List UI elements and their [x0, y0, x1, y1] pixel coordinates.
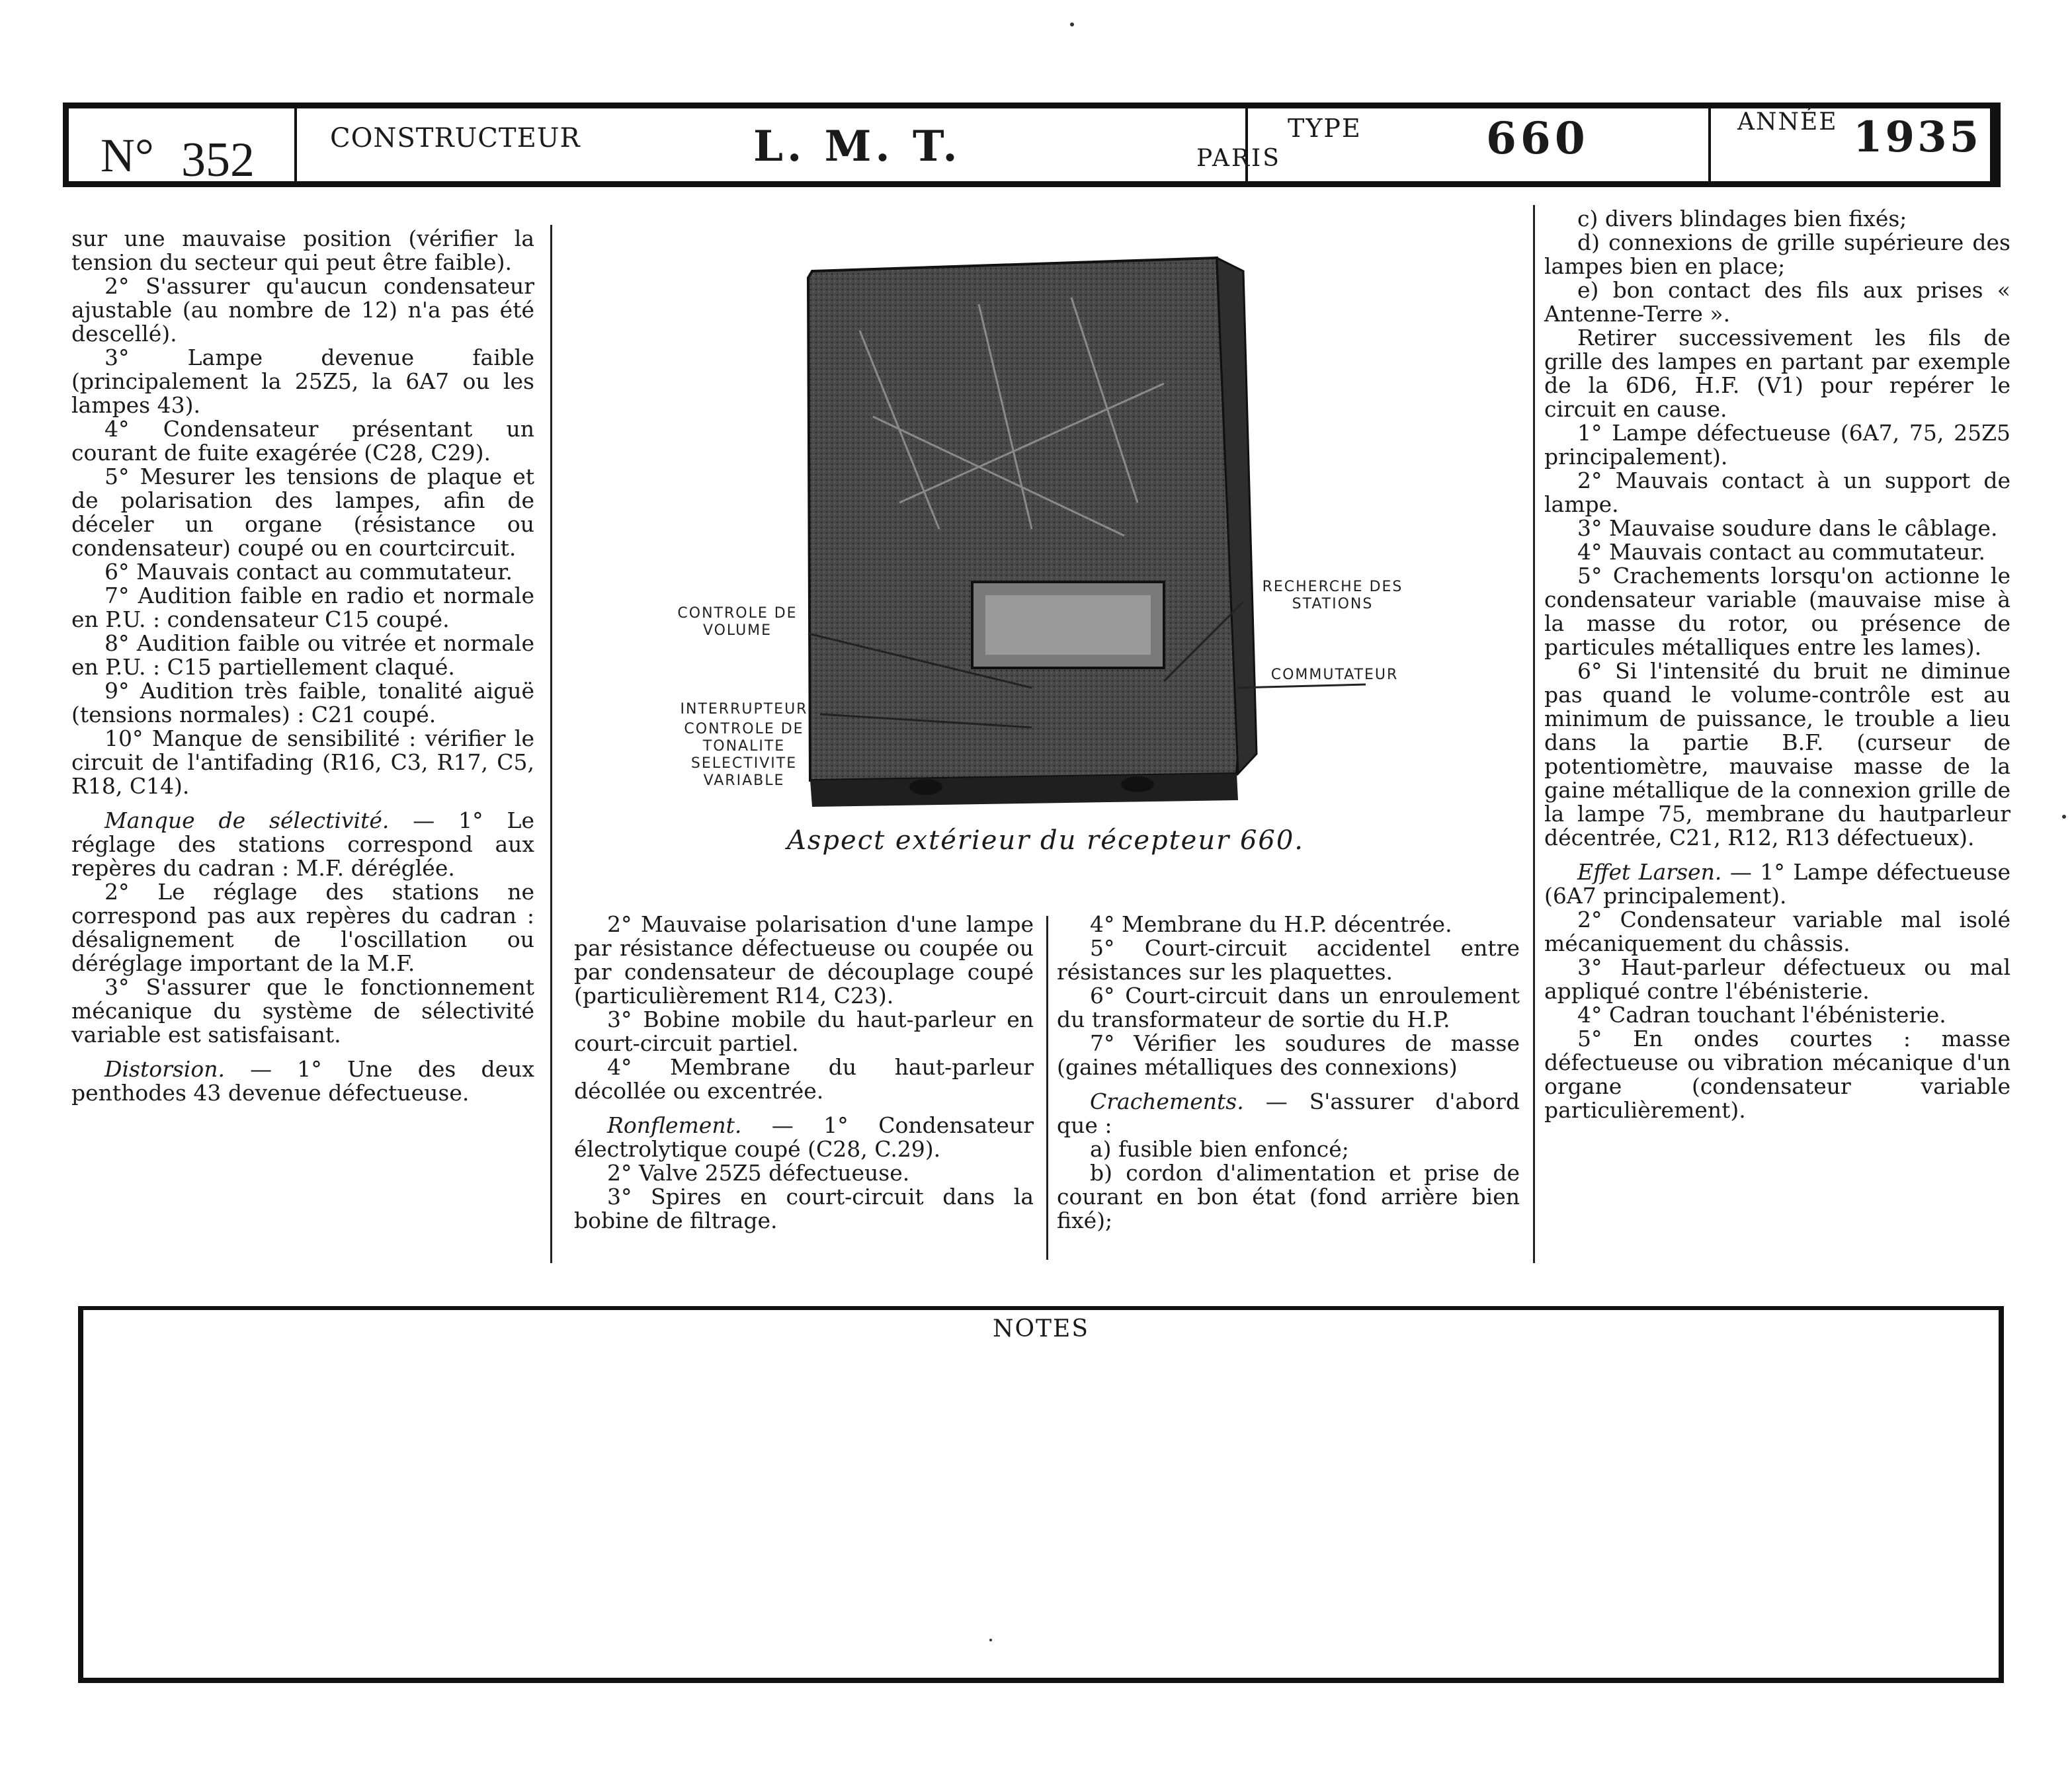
paragraph: — 1° Condensateur électrolytique coupé (C28, C.29). [574, 1112, 1034, 1162]
constructor-label: CONSTRUCTEUR [330, 123, 581, 153]
paragraph: 6° Mauvais contact au commutateur. [104, 559, 513, 585]
paragraph: b) cordon d'alimentation et prise de courant en bon état (fond arrière bien fixé); [1057, 1160, 1520, 1233]
column-divider [1533, 205, 1535, 1263]
paragraph: 2° Valve 25Z5 défectueuse. [607, 1160, 910, 1186]
paragraph: 2° Le réglage des stations ne correspond pas aux repères du cadran : désalignement de l'oscillation ou déréglage important de la M.F. [71, 879, 534, 976]
section-title: Crachements. [1090, 1089, 1244, 1114]
notes-title: NOTES [993, 1315, 1089, 1342]
paragraph: d) connexions de grille supérieure des lampes bien en place; [1544, 229, 2010, 279]
print-speck [1070, 22, 1074, 26]
section-larsen [1544, 860, 2010, 908]
paragraph: 5° Court-circuit accidentel entre résistances sur les plaquettes. [1057, 935, 1520, 985]
section-title: Ronflement. [607, 1112, 742, 1138]
paragraph: a) fusible bien enfoncé; [1090, 1136, 1349, 1162]
type-label: TYPE [1288, 114, 1362, 143]
paragraph: 4° Mauvais contact au commutateur. [1577, 539, 1985, 565]
paragraph: 6° Si l'intensité du bruit ne diminue pas quand le volume-contrôle est au minimum de puissance, le trouble a lieu dans la partie B.F. (curseur de potentiomètre, mauvaise masse de la gaine métallique de la connexion grille de la lampe 75, membrane du hautparleur décentrée, C21, R12, R13 défectueux). [1544, 658, 2010, 850]
paragraph: Retirer successivement les fils de grille des lampes en partant par exemple de la 6D6, H.F. (V1) pour repérer le circuit en cause. [1544, 325, 2010, 422]
year-cell [1711, 108, 1996, 181]
paragraph: c) divers blindages bien fixés; [1577, 206, 1907, 231]
print-speck [2062, 815, 2066, 819]
text-column-center-left [574, 913, 1034, 1233]
section-hum [574, 1114, 1034, 1161]
notes-box [78, 1306, 2004, 1683]
section-title: Effet Larsen. [1577, 859, 1722, 885]
paragraph: sur une mauvaise position (vérifier la tension du secteur qui peut être faible). [71, 226, 534, 275]
paragraph: 4° Condensateur présentant un courant de fuite exagérée (C28, C29). [71, 416, 534, 466]
paragraph: 7° Audition faible en radio et normale en P.U. : condensateur C15 coupé. [71, 583, 534, 632]
year-label: ANNÉE [1737, 108, 1838, 136]
section-distortion [71, 1057, 534, 1105]
header-strip [63, 103, 2001, 187]
paragraph: 3° Mauvaise soudure dans le câblage. [1577, 515, 1998, 541]
paragraph: 5° En ondes courtes : masse défectueuse ou vibration mécanique d'un organe (condensateur variable particulièrement). [1544, 1026, 2010, 1123]
sheet-number-cell [69, 108, 297, 187]
paragraph: — 1° Lampe défectueuse (6A7 principalement). [1544, 859, 2010, 909]
section-crackling [1057, 1090, 1520, 1137]
paragraph: 3° Haut-parleur défectueux ou mal appliqué contre l'ébénisterie. [1544, 954, 2010, 1004]
receiver-figure [661, 251, 1429, 873]
year-value: 1935 [1853, 112, 1982, 162]
callout-volume: CONTROLE DE VOLUME [677, 605, 798, 639]
paragraph: 4° Membrane du H.P. décentrée. [1090, 911, 1452, 937]
section-selectivity [71, 809, 534, 880]
paragraph: 8° Audition faible ou vitrée et normale en P.U. : C15 partiellement claqué. [71, 630, 534, 680]
paragraph: 1° Lampe défectueuse (6A7, 75, 25Z5 principalement). [1544, 420, 2010, 470]
column-divider [1046, 916, 1048, 1260]
section-title: Distorsion. [104, 1056, 225, 1082]
callout-interrupteur: INTERRUPTEUR [680, 701, 808, 718]
callout-recherche: RECHERCHE DES STATIONS [1262, 579, 1403, 612]
paragraph: 2° Mauvais contact à un support de lampe. [1544, 468, 2010, 517]
paragraph: e) bon contact des fils aux prises « Antenne-Terre ». [1544, 277, 2010, 327]
paragraph: 3° Lampe devenue faible (principalement la 25Z5, la 6A7 ou les lampes 43). [71, 345, 534, 418]
type-value: 660 [1486, 112, 1589, 164]
paragraph: 6° Court-circuit dans un enroulement du transformateur de sortie du H.P. [1057, 983, 1520, 1032]
constructor-name: L. M. T. [753, 122, 962, 171]
paragraph: 3° Spires en court-circuit dans la bobine de filtrage. [574, 1184, 1034, 1233]
callout-commutateur: COMMUTATEUR [1270, 667, 1399, 683]
paragraph: 5° Crachements lorsqu'on actionne le condensateur variable (mauvaise mise à la masse du rotor, ou présence de particules métalliques entre les lames). [1544, 563, 2010, 660]
section-title: Manque de sélectivité. [104, 807, 390, 833]
text-column-center-right [1057, 913, 1520, 1233]
paragraph: 2° S'assurer qu'aucun condensateur ajustable (au nombre de 12) n'a pas été descellé). [71, 273, 534, 347]
constructor-city: PARIS [1196, 145, 1281, 172]
paragraph: 10° Manque de sensibilité : vérifier le circuit de l'antifading (R16, C3, R17, C5, R18, C14). [71, 725, 534, 799]
paragraph: — S'assurer d'abord que : [1057, 1089, 1520, 1138]
paragraph: 3° S'assurer que le fonctionnement mécanique du système de sélectivité variable est satisfaisant. [71, 974, 534, 1048]
paragraph: 4° Cadran touchant l'ébénisterie. [1577, 1002, 1946, 1028]
paragraph: — 1° Le réglage des stations correspond aux repères du cadran : M.F. déréglée. [71, 807, 534, 881]
sheet-number: 352 [181, 133, 255, 187]
paragraph: — 1° Une des deux penthodes 43 devenue défectueuse. [71, 1056, 534, 1106]
column-divider [550, 225, 552, 1263]
paragraph: 2° Mauvaise polarisation d'une lampe par résistance défectueuse ou coupée ou par condensateur de découplage coupé (particulièrement R14, C23). [574, 911, 1034, 1008]
paragraph: 5° Mesurer les tensions de plaque et de polarisation des lampes, afin de déceler un organe (résistance ou condensateur) coupé ou en courtcircuit. [71, 464, 534, 561]
text-column-right [1544, 207, 2010, 1122]
paragraph: 3° Bobine mobile du haut-parleur en court-circuit partiel. [574, 1007, 1034, 1056]
text-column-left [71, 227, 534, 1105]
paragraph: 9° Audition très faible, tonalité aiguë (tensions normales) : C21 coupé. [71, 678, 534, 727]
paragraph: 4° Membrane du haut-parleur décollée ou excentrée. [574, 1054, 1034, 1104]
paragraph: 2° Condensateur variable mal isolé mécaniquement du châssis. [1544, 907, 2010, 956]
figure-caption: Aspect extérieur du récepteur 660. [787, 825, 1305, 856]
callout-tonalite: CONTROLE DE TONALITE SELECTIVITE VARIABLE [684, 721, 804, 789]
type-cell [1248, 108, 1711, 181]
paragraph: 7° Vérifier les soudures de masse (gaines métalliques des connexions) [1057, 1030, 1520, 1080]
number-label: N° [101, 129, 154, 182]
constructor-cell [297, 108, 1281, 181]
